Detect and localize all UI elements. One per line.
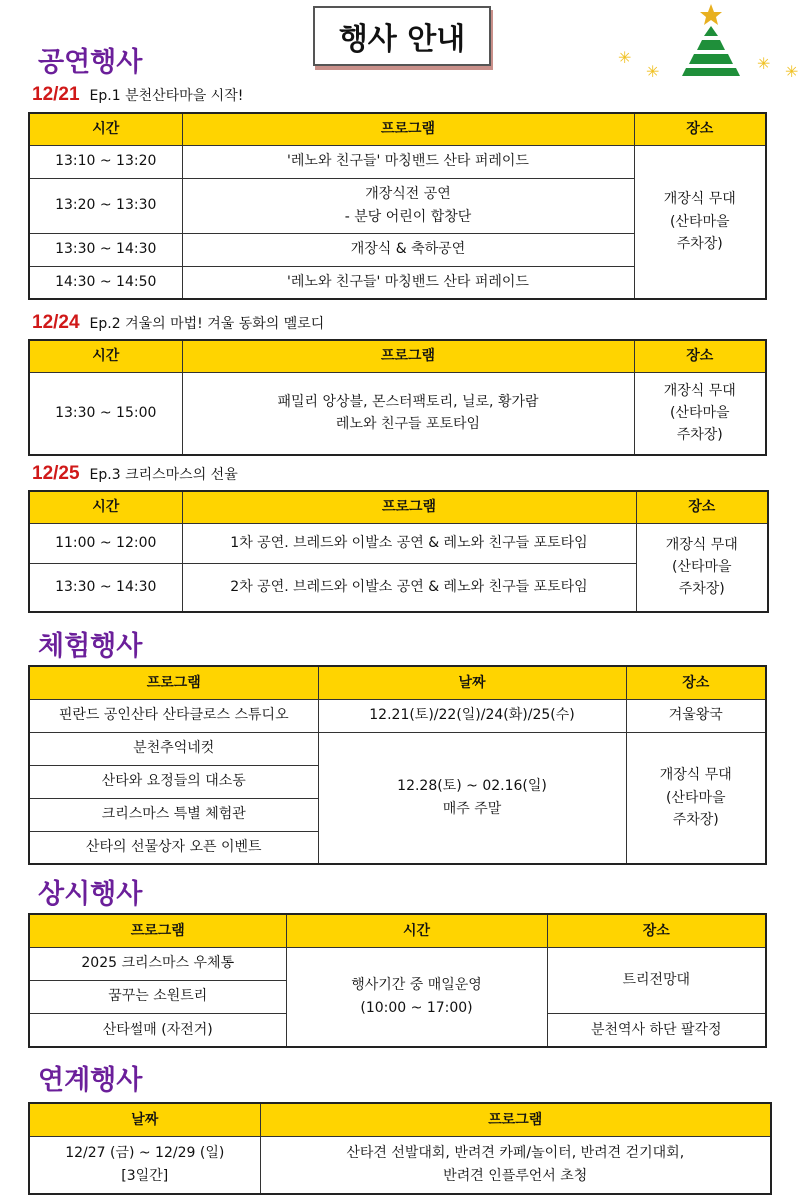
venue-cell: 개장식 무대 (산타마을 주차장) bbox=[626, 732, 766, 864]
time-cell: 11:00 ~ 12:00 bbox=[29, 523, 182, 563]
time-cell: 13:10 ~ 13:20 bbox=[29, 145, 182, 178]
page-title: 행사 안내 bbox=[313, 6, 491, 66]
column-header: 날짜 bbox=[29, 1103, 260, 1136]
day-date: 12/21 bbox=[32, 84, 80, 105]
program-cell: 2025 크리스마스 우체통 bbox=[29, 947, 286, 980]
column-header: 시간 bbox=[286, 914, 547, 947]
section-title-permanent: 상시행사 bbox=[38, 879, 143, 910]
time-cell: 13:20 ~ 13:30 bbox=[29, 178, 182, 233]
table-row bbox=[29, 1136, 771, 1194]
column-header: 프로그램 bbox=[182, 491, 636, 523]
day-episode: Ep.1 분천산타마을 시작! bbox=[89, 88, 244, 104]
table-row bbox=[29, 523, 768, 563]
program-cell: 패밀리 앙상블, 몬스터팩토리, 닐로, 황가람 레노와 친구들 포토타임 bbox=[182, 372, 634, 455]
day-episode: Ep.3 크리스마스의 선율 bbox=[89, 467, 238, 483]
day-date: 12/24 bbox=[32, 312, 80, 333]
section-title-performance: 공연행사 bbox=[38, 47, 143, 78]
venue-cell: 개장식 무대 (산타마을 주차장) bbox=[636, 523, 768, 612]
section-title-linked: 연계행사 bbox=[38, 1065, 143, 1096]
sparkle-icon: ✳ bbox=[757, 54, 771, 73]
permanent-table bbox=[28, 913, 767, 1048]
program-cell: '레노와 친구들' 마칭밴드 산타 퍼레이드 bbox=[182, 145, 634, 178]
column-header: 프로그램 bbox=[182, 340, 634, 372]
day-episode: Ep.2 겨울의 마법! 겨울 동화의 멜로디 bbox=[89, 316, 325, 332]
table-row bbox=[29, 947, 766, 980]
venue-cell: 개장식 무대 (산타마을 주차장) bbox=[634, 372, 766, 455]
program-cell: 산타견 선발대회, 반려견 카페/놀이터, 반려견 걷기대회, 반려견 인플루언서 초청 bbox=[260, 1136, 771, 1194]
column-header: 시간 bbox=[29, 491, 182, 523]
program-cell: 크리스마스 특별 체험관 bbox=[29, 798, 318, 831]
section-title-experience: 체험행사 bbox=[38, 631, 143, 662]
program-cell: 산타썰매 (자전거) bbox=[29, 1013, 286, 1047]
program-cell: 분천추억네컷 bbox=[29, 732, 318, 765]
column-header: 시간 bbox=[29, 113, 182, 145]
performance-table-1224 bbox=[28, 339, 767, 456]
program-cell: 꿈꾸는 소원트리 bbox=[29, 980, 286, 1013]
column-header: 장소 bbox=[626, 666, 766, 699]
date-cell: 12.21(토)/22(일)/24(화)/25(수) bbox=[318, 699, 626, 732]
time-cell: 13:30 ~ 14:30 bbox=[29, 233, 182, 266]
venue-cell: 트리전망대 bbox=[547, 947, 766, 1013]
column-header: 장소 bbox=[634, 113, 766, 145]
venue-cell: 겨울왕국 bbox=[626, 699, 766, 732]
program-cell: 개장식 & 축하공연 bbox=[182, 233, 634, 266]
column-header: 프로그램 bbox=[182, 113, 634, 145]
time-cell: 행사기간 중 매일운영 (10:00 ~ 17:00) bbox=[286, 947, 547, 1047]
column-header: 장소 bbox=[636, 491, 768, 523]
column-header: 시간 bbox=[29, 340, 182, 372]
column-header: 장소 bbox=[634, 340, 766, 372]
performance-table-1221 bbox=[28, 112, 767, 300]
sparkle-icon: ✳ bbox=[785, 62, 799, 81]
table-row bbox=[29, 732, 766, 765]
column-header: 날짜 bbox=[318, 666, 626, 699]
time-cell: 13:30 ~ 15:00 bbox=[29, 372, 182, 455]
star-icon bbox=[700, 4, 722, 25]
day-heading-1225 bbox=[32, 463, 238, 485]
venue-cell: 개장식 무대 (산타마을 주차장) bbox=[634, 145, 766, 299]
program-cell: '레노와 친구들' 마칭밴드 산타 퍼레이드 bbox=[182, 266, 634, 299]
day-heading-1221 bbox=[32, 84, 243, 106]
program-cell: 2차 공연. 브레드와 이발소 공연 & 레노와 친구들 포토타임 bbox=[182, 563, 636, 612]
time-cell: 14:30 ~ 14:50 bbox=[29, 266, 182, 299]
program-cell: 개장식전 공연 - 분당 어린이 합창단 bbox=[182, 178, 634, 233]
column-header: 프로그램 bbox=[29, 914, 286, 947]
program-cell: 산타와 요정들의 대소동 bbox=[29, 765, 318, 798]
performance-table-1225 bbox=[28, 490, 769, 613]
column-header: 프로그램 bbox=[260, 1103, 771, 1136]
venue-cell: 분천역사 하단 팔각정 bbox=[547, 1013, 766, 1047]
column-header: 장소 bbox=[547, 914, 766, 947]
linked-table bbox=[28, 1102, 772, 1195]
program-cell: 핀란드 공인산타 산타클로스 스튜디오 bbox=[29, 699, 318, 732]
program-cell: 1차 공연. 브레드와 이발소 공연 & 레노와 친구들 포토타임 bbox=[182, 523, 636, 563]
sparkle-icon: ✳ bbox=[618, 48, 632, 67]
christmas-tree-icon bbox=[680, 2, 742, 80]
experience-table bbox=[28, 665, 767, 865]
table-row bbox=[29, 372, 766, 455]
day-heading-1224 bbox=[32, 312, 324, 334]
table-row bbox=[29, 699, 766, 732]
time-cell: 13:30 ~ 14:30 bbox=[29, 563, 182, 612]
date-cell: 12.28(토) ~ 02.16(일) 매주 주말 bbox=[318, 732, 626, 864]
date-cell: 12/27 (금) ~ 12/29 (일) [3일간] bbox=[29, 1136, 260, 1194]
program-cell: 산타의 선물상자 오픈 이벤트 bbox=[29, 831, 318, 864]
day-date: 12/25 bbox=[32, 463, 80, 484]
sparkle-icon: ✳ bbox=[646, 62, 660, 81]
table-row bbox=[29, 145, 766, 178]
column-header: 프로그램 bbox=[29, 666, 318, 699]
